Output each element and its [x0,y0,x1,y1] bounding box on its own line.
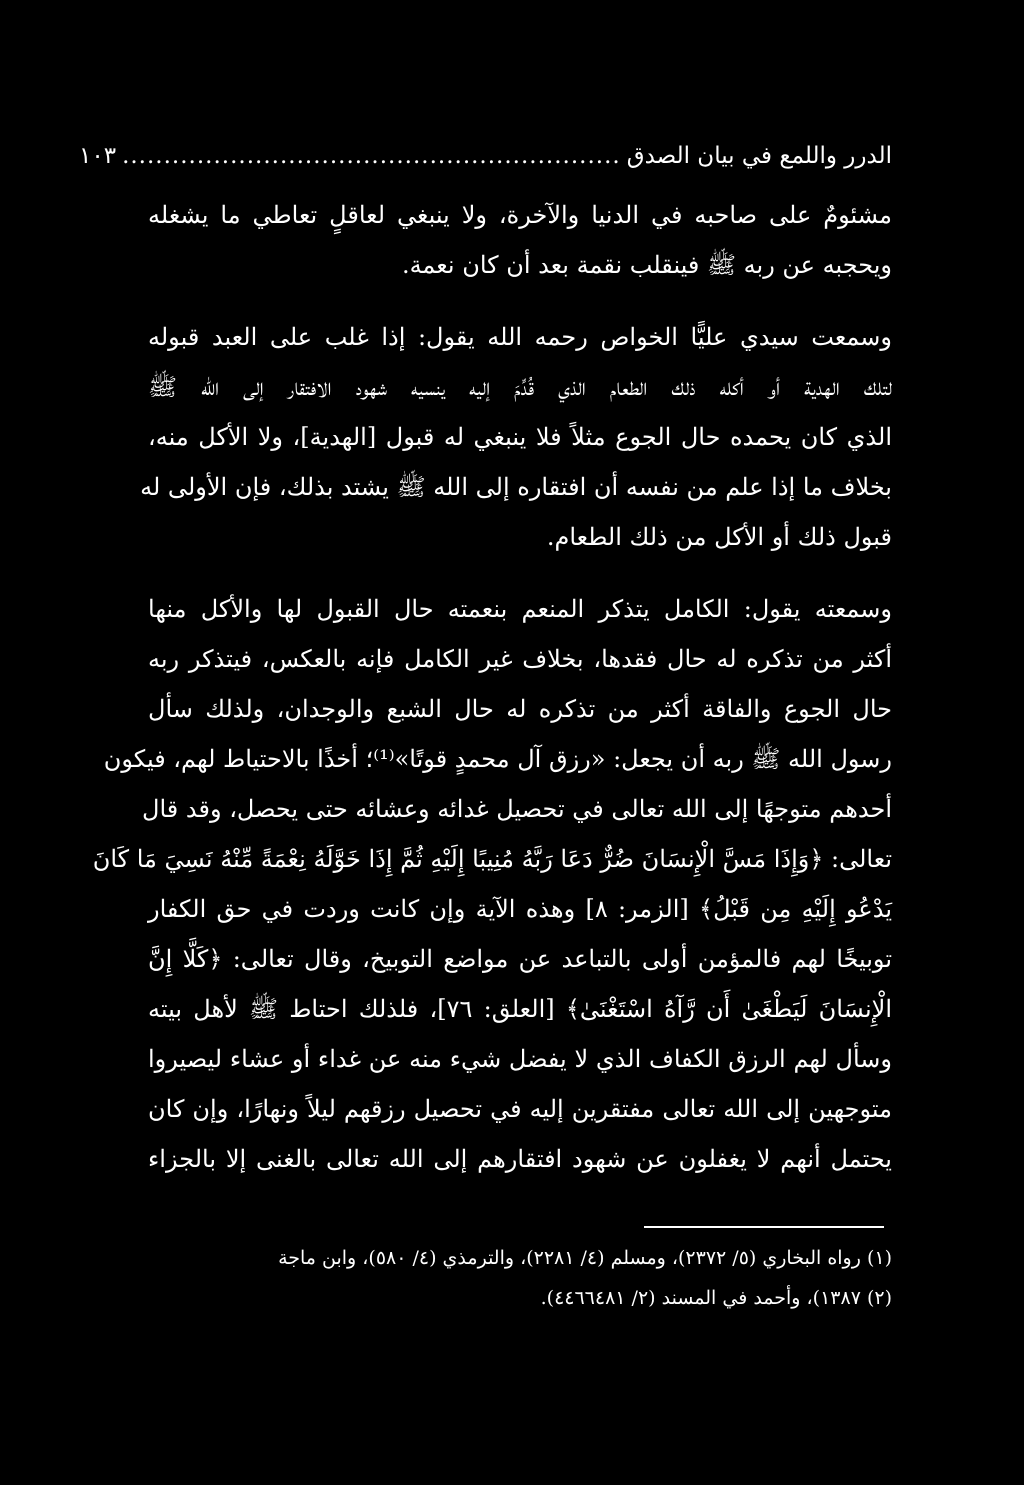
paragraph-2 [140,312,892,562]
text-line: وسمعته يقول: الكامل يتذكر المنعم بنعمته حال القبول لها والأكل منها [148,595,892,623]
header-title: الدرر واللمع في بيان الصدق [626,143,892,169]
text-line: أحدهم متوجهًا إلى الله تعالى في تحصيل غدائه وعشائه حتى يحصل، وقد قال [142,795,892,823]
text-line: لتلك الهدية أو أكله ذلك الطعام الذي قُدِّمَ إليه ينسيه شهود الافتقار إلى الله ﷺ [148,373,892,401]
text-line: يحتمل أنهم لا يغفلون عن شهود افتقارهم إلى الله تعالى بالغنى إلا بالجزاء [148,1145,892,1173]
header-leader-dots: ............................................................ [122,143,621,169]
text-line: قبول ذلك أو الأكل من ذلك الطعام. [546,523,892,551]
text-line: رسول الله ﷺ ربه أن يجعل: «رزق آل محمدٍ قوتًا»⁽¹⁾؛ أخذًا بالاحتياط لهم، فيكون [103,745,892,773]
text-line: الْإِنسَانَ لَيَطْغَىٰ أَن رَّآهُ اسْتَغْنَىٰ﴾ [العلق: ٧٦]، فلذلك احتاط ﷺ لأهل بيته [148,995,893,1023]
footnote-1: (١) رواه البخاري (٥/ ٢٣٧٢)، ومسلم (٤/ ٢٢٨١)، والترمذي (٤/ ٥٨٠)، وابن ماجة [278,1247,892,1269]
text-line: الذي كان يحمده حال الجوع مثلاً فلا ينبغي له قبول [الهدية]، ولا الأكل منه، [148,423,892,451]
text-line: أكثر من تذكره له حال فقدها، بخلاف غير الكامل فإنه بالعكس، فيتذكر ربه [148,645,892,673]
text-line: مشئومٌ على صاحبه في الدنيا والآخرة، ولا ينبغي لعاقلٍ تعاطي ما يشغله [148,201,892,229]
text-line: وسأل لهم الرزق الكفاف الذي لا يفضل شيء منه عن غداء أو عشاء ليصيروا [148,1045,892,1073]
text-line: وسمعت سيدي عليًّا الخواص رحمه الله يقول: إذا غلب على العبد قبوله [148,323,892,351]
text-line: يَدْعُو إِلَيْهِ مِن قَبْلُ﴾ [الزمر: ٨] وهذه الآية وإن كانت وردت في حق الكفار [148,895,893,923]
page-number: ١٠٣ [79,143,117,169]
paragraph-3 [92,584,893,1184]
quran-verse-line: تعالى: ﴿وَإِذَا مَسَّ الْإِنسَانَ ضُرٌّ دَعَا رَبَّهُ مُنِيبًا إِلَيْهِ ثُمَّ إِذَا خَوَّلَهُ نِعْمَةً مِّنْهُ نَسِيَ مَا كَانَ [92,845,892,873]
body-text [92,190,893,1184]
text-line: ويحجبه عن ربه ﷺ فينقلب نقمة بعد أن كان نعمة. [401,251,892,279]
text-line: توبيخًا لهم فالمؤمن أولى بالتباعد عن مواضع التوبيخ، وقال تعالى: ﴿كَلَّا إِنَّ [148,945,892,973]
running-header [79,136,892,176]
footnote-separator [644,1226,884,1228]
footnotes [148,1238,892,1318]
text-line: حال الجوع والفاقة أكثر من تذكره له حال الشبع والوجدان، ولذلك سأل [148,695,892,723]
text-line: بخلاف ما إذا علم من نفسه أن افتقاره إلى الله ﷺ يشتد بذلك، فإن الأولى له [140,473,892,501]
paragraph-1 [148,190,892,290]
footnote-2: (٢) ١٣٨٧)، وأحمد في المسند (٢/ ٤٤٦٦٤٨١). [540,1287,892,1309]
text-line: متوجهين إلى الله تعالى مفتقرين إليه في تحصيل رزقهم ليلاً ونهارًا، وإن كان [148,1095,892,1123]
